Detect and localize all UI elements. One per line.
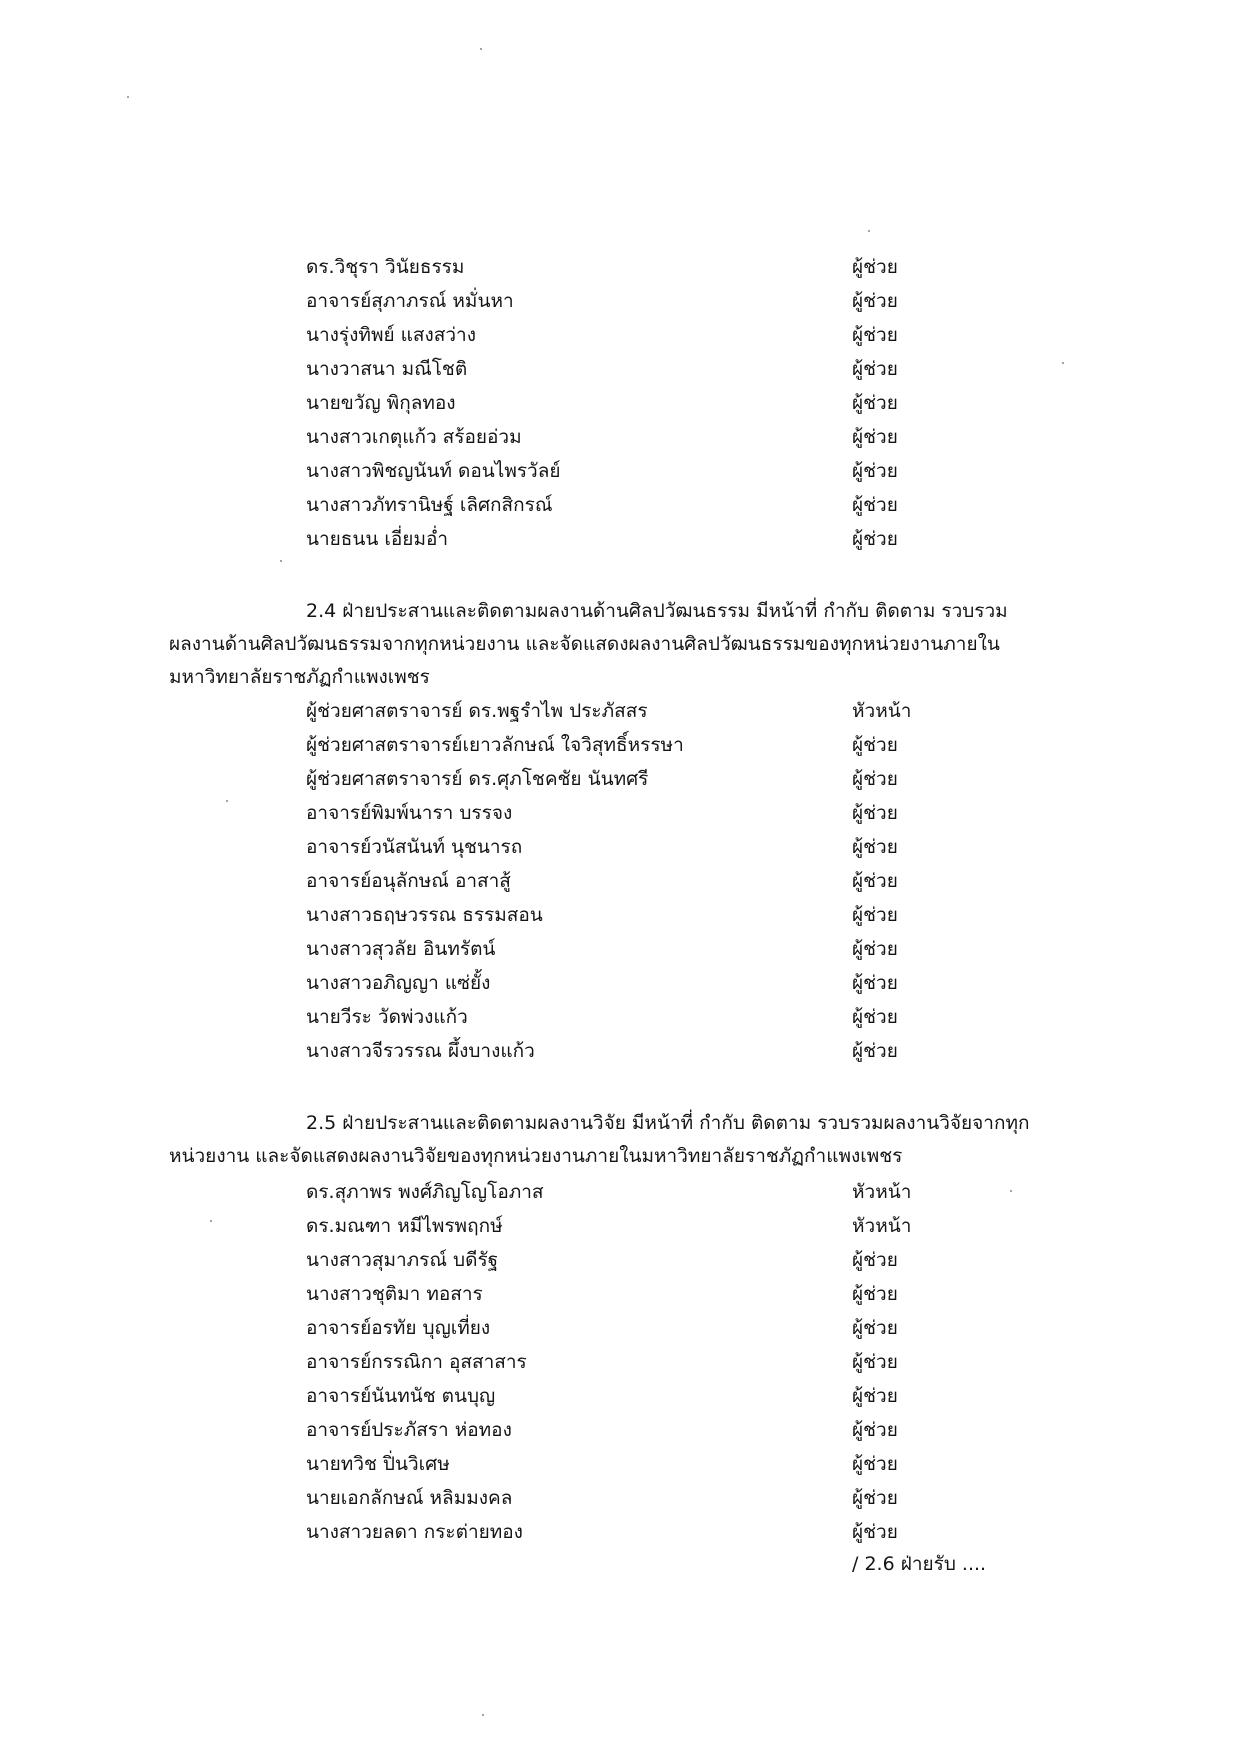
member-name: นางสาวยลดา กระต่ายทอง	[306, 1521, 523, 1543]
member-row	[0, 250, 1234, 284]
member-role: หัวหน้า	[852, 700, 912, 722]
member-name: นางวาสนา มณีโชติ	[306, 358, 468, 380]
member-name: นางสาวชุติมา ทอสาร	[306, 1283, 483, 1305]
member-row	[0, 284, 1234, 318]
section-2-5-roster	[0, 1175, 1234, 1549]
paragraph-line: 2.5 ฝ่ายประสานและติดตามผลงานวิจัย มีหน้าที่ กำกับ ติดตาม รวบรวมผลงานวิจัยจากทุก	[306, 1112, 1030, 1134]
member-row	[0, 1277, 1234, 1311]
member-role: ผู้ช่วย	[852, 768, 898, 790]
member-role: ผู้ช่วย	[852, 836, 898, 858]
scan-speck	[280, 560, 282, 562]
member-role: ผู้ช่วย	[852, 460, 898, 482]
member-role: ผู้ช่วย	[852, 528, 898, 550]
member-role: ผู้ช่วย	[852, 904, 898, 926]
member-role: ผู้ช่วย	[852, 1453, 898, 1475]
member-row	[0, 1379, 1234, 1413]
member-role: ผู้ช่วย	[852, 972, 898, 994]
member-name: นางรุ่งทิพย์ แสงสว่าง	[306, 324, 476, 346]
member-row	[0, 864, 1234, 898]
member-name: อาจารย์ประภัสรา ห่อทอง	[306, 1419, 512, 1441]
member-row	[0, 830, 1234, 864]
member-name: นางสาวสุวลัย อินทรัตน์	[306, 938, 496, 960]
member-row	[0, 488, 1234, 522]
member-name: นางสาวจีรวรรณ ผึ้งบางแก้ว	[306, 1040, 535, 1062]
member-row	[0, 898, 1234, 932]
member-row	[0, 352, 1234, 386]
member-row	[0, 386, 1234, 420]
member-role: ผู้ช่วย	[852, 290, 898, 312]
paragraph-line: 2.4 ฝ่ายประสานและติดตามผลงานด้านศิลปวัฒนธรรม มีหน้าที่ กำกับ ติดตาม รวบรวม	[306, 600, 1008, 622]
member-role: หัวหน้า	[852, 1215, 912, 1237]
member-row	[0, 932, 1234, 966]
member-row	[0, 1447, 1234, 1481]
member-row	[0, 1209, 1234, 1243]
member-name: อาจารย์นันทนัช ตนบุญ	[306, 1385, 496, 1407]
member-name: นางสาวอภิญญา แซ่ยั้ง	[306, 972, 491, 994]
member-row	[0, 694, 1234, 728]
member-row	[0, 1345, 1234, 1379]
member-name: ผู้ช่วยศาสตราจารย์เยาวลักษณ์ ใจวิสุทธิ์หรรษา	[306, 734, 684, 756]
member-row	[0, 420, 1234, 454]
member-name: นางสาวภัทรานิษฐ์ เลิศกสิกรณ์	[306, 494, 553, 516]
member-row	[0, 522, 1234, 556]
member-role: ผู้ช่วย	[852, 1249, 898, 1271]
member-role: ผู้ช่วย	[852, 1351, 898, 1373]
member-name: อาจารย์สุภาภรณ์ หมั่นหา	[306, 290, 514, 312]
member-name: นายธนน เอี่ยมอ่ำ	[306, 528, 449, 550]
member-row	[0, 966, 1234, 1000]
paragraph-line: หน่วยงาน และจัดแสดงผลงานวิจัยของทุกหน่วยงานภายในมหาวิทยาลัยราชภัฏกำแพงเพชร	[169, 1145, 903, 1167]
member-name: นางสาวพิชญนันท์ ดอนไพรวัลย์	[306, 460, 561, 482]
member-name: อาจารย์อนุลักษณ์ อาสาสู้	[306, 870, 511, 892]
member-role: ผู้ช่วย	[852, 1006, 898, 1028]
member-role: หัวหน้า	[852, 1181, 912, 1203]
member-name: นางสาวธฤษวรรณ ธรรมสอน	[306, 904, 543, 926]
member-role: ผู้ช่วย	[852, 802, 898, 824]
member-row	[0, 1243, 1234, 1277]
member-row	[0, 1311, 1234, 1345]
member-role: ผู้ช่วย	[852, 1317, 898, 1339]
member-role: ผู้ช่วย	[852, 426, 898, 448]
page-continuation: / 2.6 ฝ่ายรับ ....	[852, 1553, 987, 1575]
member-role: ผู้ช่วย	[852, 1385, 898, 1407]
member-role: ผู้ช่วย	[852, 324, 898, 346]
member-row	[0, 454, 1234, 488]
member-role: ผู้ช่วย	[852, 1283, 898, 1305]
roster-top	[0, 250, 1234, 556]
member-name: อาจารย์วนัสนันท์ นุชนารถ	[306, 836, 523, 858]
member-role: ผู้ช่วย	[852, 1521, 898, 1543]
member-role: ผู้ช่วย	[852, 938, 898, 960]
member-row	[0, 1175, 1234, 1209]
member-name: ผู้ช่วยศาสตราจารย์ ดร.พฐรำไพ ประภัสสร	[306, 700, 648, 722]
scan-speck	[480, 48, 482, 50]
member-name: อาจารย์อรทัย บุญเที่ยง	[306, 1317, 491, 1339]
member-role: ผู้ช่วย	[852, 358, 898, 380]
member-name: นางสาวเกตุแก้ว สร้อยอ่วม	[306, 426, 522, 448]
section-2-4-roster	[0, 694, 1234, 1068]
section-2-5-paragraph	[169, 1107, 1049, 1173]
member-row	[0, 1413, 1234, 1447]
member-role: ผู้ช่วย	[852, 870, 898, 892]
member-row	[0, 796, 1234, 830]
member-name: ดร.สุภาพร พงศ์ภิญโญโอภาส	[306, 1181, 544, 1203]
paragraph-line: ผลงานด้านศิลปวัฒนธรรมจากทุกหน่วยงาน และจัดแสดงผลงานศิลปวัฒนธรรมของทุกหน่วยงานภายใน	[169, 633, 1000, 655]
paragraph-line: มหาวิทยาลัยราชภัฏกำแพงเพชร	[169, 666, 430, 688]
member-row	[0, 762, 1234, 796]
scan-speck	[868, 230, 870, 232]
member-name: อาจารย์พิมพ์นารา บรรจง	[306, 802, 513, 824]
member-role: ผู้ช่วย	[852, 494, 898, 516]
member-row	[0, 318, 1234, 352]
member-role: ผู้ช่วย	[852, 734, 898, 756]
scan-speck	[127, 96, 129, 98]
member-name: นายทวิช ปิ่นวิเศษ	[306, 1453, 450, 1475]
member-name: ดร.มณฑา หมีไพรพฤกษ์	[306, 1215, 503, 1237]
member-name: อาจารย์กรรณิกา อุสสาสาร	[306, 1351, 527, 1373]
member-role: ผู้ช่วย	[852, 392, 898, 414]
member-row	[0, 1515, 1234, 1549]
member-name: นางสาวสุมาภรณ์ บดีรัฐ	[306, 1249, 499, 1271]
member-row	[0, 1000, 1234, 1034]
scan-speck	[482, 1714, 484, 1716]
member-name: นายขวัญ พิกุลทอง	[306, 392, 456, 414]
member-role: ผู้ช่วย	[852, 1040, 898, 1062]
member-name: นายเอกลักษณ์ หลิมมงคล	[306, 1487, 513, 1509]
member-row	[0, 1481, 1234, 1515]
member-name: ดร.วิชุรา วินัยธรรม	[306, 256, 465, 278]
member-role: ผู้ช่วย	[852, 256, 898, 278]
member-name: ผู้ช่วยศาสตราจารย์ ดร.ศุภโชคชัย นันทศรี	[306, 768, 649, 790]
member-role: ผู้ช่วย	[852, 1487, 898, 1509]
member-row	[0, 728, 1234, 762]
member-row	[0, 1034, 1234, 1068]
member-role: ผู้ช่วย	[852, 1419, 898, 1441]
member-name: นายวีระ วัดพ่วงแก้ว	[306, 1006, 468, 1028]
section-2-4-paragraph	[169, 595, 1049, 694]
